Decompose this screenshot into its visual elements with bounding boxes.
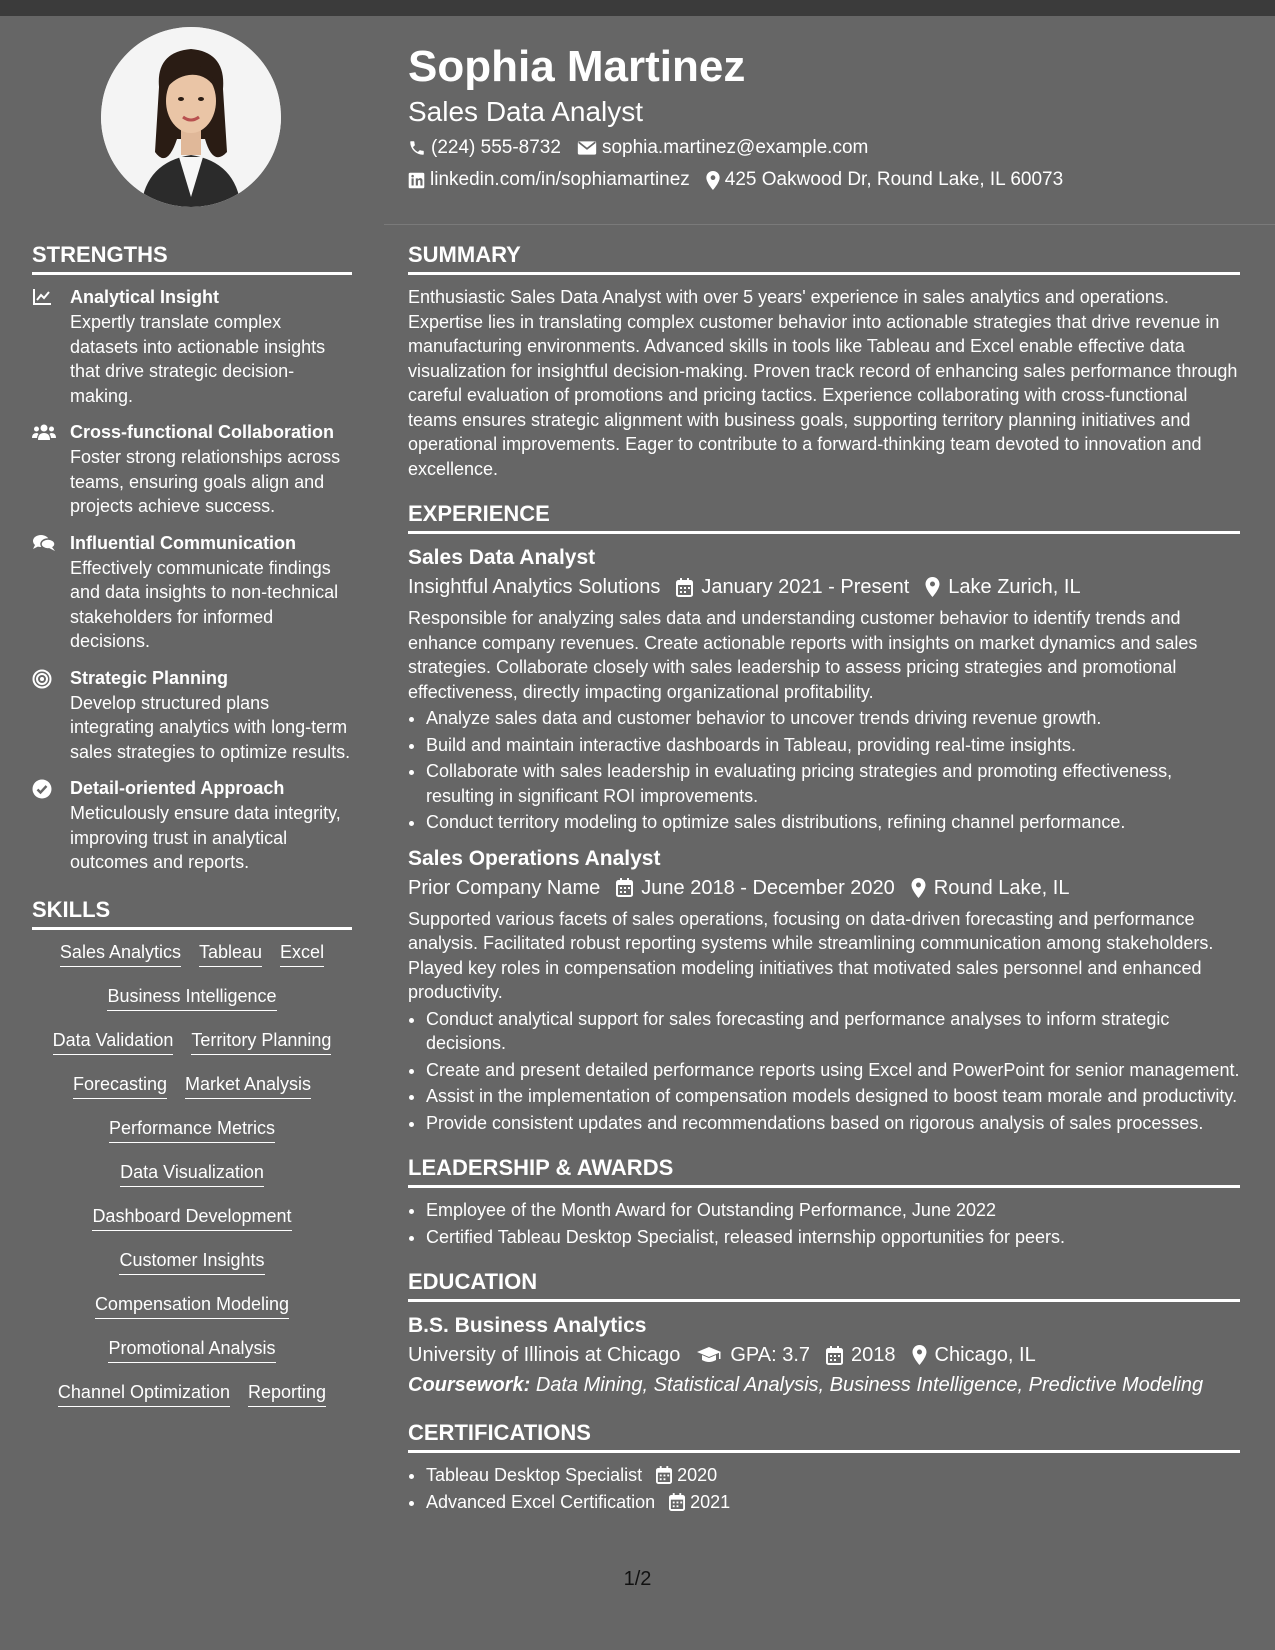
job-bullet: • Collaborate with sales leadership in evaluating pricing strategies and promoting effectiveness, resulting in significant ROI improvements. — [426, 759, 1240, 808]
leadership-heading: LEADERSHIP & AWARDS — [408, 1153, 1240, 1188]
award-item: • Certified Tableau Desktop Specialist, released internship opportunities for peers. — [426, 1225, 1240, 1250]
target-icon — [32, 669, 52, 689]
resume-header — [408, 40, 1248, 196]
job-bullet: • Create and present detailed performance reports using Excel and PowerPoint for senior management. — [426, 1058, 1240, 1083]
certifications-heading: CERTIFICATIONS — [408, 1418, 1240, 1453]
certification-name: • Advanced Excel Certification — [426, 1491, 656, 1512]
skill-tag: Performance Metrics — [109, 1116, 275, 1143]
certification-year: 2021 — [690, 1491, 731, 1512]
strength-item — [32, 420, 352, 519]
linkedin-icon — [408, 172, 425, 189]
certification-item — [426, 1463, 1240, 1488]
strength-title: Influential Communication — [70, 532, 297, 553]
award-item: • Employee of the Month Award for Outstanding Performance, June 2022 — [426, 1198, 1240, 1223]
calendar-icon — [826, 1346, 843, 1365]
job-bullet: • Provide consistent updates and recommendations based on rigorous analysis of sales processes. — [426, 1111, 1240, 1136]
email-text: sophia.martinez@example.com — [601, 137, 869, 158]
certification-name: • Tableau Desktop Specialist — [426, 1465, 643, 1485]
skill-tag: Compensation Modeling — [95, 1292, 289, 1319]
strength-item — [32, 531, 352, 654]
skill-tag: Territory Planning — [191, 1028, 331, 1055]
job-description: Responsible for analyzing sales data and understanding customer behavior to identify trends and enhance company revenues. Create actionable reports with insights on market dynamics and sales strategies. Collaborate closely with sales leadership to assess pricing strategies and promotional effectiveness, directly impacting organizational profitability. — [408, 608, 1198, 702]
address-text: 425 Oakwood Dr, Round Lake, IL 60073 — [724, 169, 1064, 190]
linkedin-text: linkedin.com/in/sophiamartinez — [430, 169, 690, 190]
school-location: Chicago, IL — [934, 1344, 1036, 1366]
school: University of Illinois at Chicago — [408, 1344, 681, 1366]
address-contact — [706, 164, 1063, 196]
coursework — [408, 1370, 1240, 1400]
job-bullet: • Conduct analytical support for sales forecasting and performance analyses to inform strategic decisions. — [426, 1007, 1240, 1056]
check-circle-icon — [32, 779, 52, 799]
header-divider — [384, 224, 1275, 225]
phone-text: (224) 555-8732 — [431, 137, 561, 158]
calendar-icon — [616, 878, 633, 897]
profile-photo — [101, 27, 281, 207]
page-number: 1/2 — [623, 1568, 652, 1590]
job-entry — [408, 845, 1240, 1136]
job-location: Lake Zurich, IL — [948, 576, 1081, 598]
skill-tag: Excel — [280, 940, 324, 967]
job-entry — [408, 544, 1240, 835]
skill-tag: Reporting — [248, 1380, 326, 1407]
right-column — [408, 240, 1240, 1516]
strength-title: Detail-oriented Approach — [70, 778, 285, 798]
candidate-name: Sophia Martinez — [408, 42, 746, 91]
skill-tag: Dashboard Development — [92, 1204, 291, 1231]
strength-title: Cross-functional Collaboration — [70, 422, 335, 442]
job-bullet: • Assist in the implementation of compensation models designed to boost team morale and productivity. — [426, 1084, 1240, 1109]
job-dates: June 2018 - December 2020 — [641, 876, 895, 899]
skill-tag: Promotional Analysis — [108, 1336, 275, 1363]
job-bullet: • Conduct territory modeling to optimize sales distributions, refining channel performance. — [426, 810, 1240, 835]
left-column — [32, 240, 352, 1424]
degree: B.S. Business Analytics — [408, 1314, 647, 1337]
calendar-icon — [656, 1466, 672, 1484]
certification-item — [426, 1490, 1240, 1515]
job-company: Prior Company Name — [408, 876, 601, 899]
skills-list — [32, 940, 352, 1424]
job-company: Insightful Analytics Solutions — [408, 576, 661, 598]
strength-desc: Foster strong relationships across teams, ensuring goals align and projects achieve success. — [70, 447, 341, 516]
strength-title: Strategic Planning — [70, 667, 229, 688]
summary-text: Enthusiastic Sales Data Analyst with over 5 years' experience in sales analytics and operations. Expertise lies in translating complex customer behavior into actionable strategies that drive revenue in manufacturing environments. Advanced skills in tools like Tableau and Excel enable effective data visualization for insightful decision-making. Proven track record of enhancing sales performance through careful evaluation of promotions and pricing tactics. Experience collaborating with cross-functional teams ensures strategic alignment with business goals, supporting territory planning initiatives and operational improvements. Eager to contribute to a forward-thinking team devoted to innovation and excellence. — [408, 287, 1238, 479]
users-icon — [32, 423, 56, 441]
strength-item — [32, 776, 352, 875]
comments-icon — [32, 534, 56, 552]
experience-heading: EXPERIENCE — [408, 499, 1240, 534]
graduation-cap-icon — [696, 1346, 722, 1364]
coursework-text: Data Mining, Statistical Analysis, Business Intelligence, Predictive Modeling — [535, 1374, 1204, 1396]
job-bullet: • Analyze sales data and customer behavior to uncover trends driving revenue growth. — [426, 706, 1240, 731]
job-location: Round Lake, IL — [933, 876, 1070, 899]
strengths-heading: STRENGTHS — [32, 240, 352, 275]
strength-desc: Develop structured plans integrating analytics with long-term sales strategies to optimize results. — [70, 692, 351, 762]
skill-tag: Channel Optimization — [58, 1380, 230, 1407]
strength-item — [32, 285, 352, 408]
strength-item — [32, 666, 352, 765]
job-dates: January 2021 - Present — [701, 576, 910, 598]
linkedin-contact[interactable] — [408, 164, 690, 196]
summary-heading: SUMMARY — [408, 240, 1240, 275]
phone-contact[interactable] — [408, 132, 561, 164]
email-contact[interactable] — [577, 132, 868, 164]
skill-tag: Market Analysis — [185, 1072, 311, 1099]
map-marker-icon — [925, 577, 940, 597]
graduation-year: 2018 — [851, 1344, 896, 1366]
candidate-title: Sales Data Analyst — [408, 96, 644, 127]
education-heading: EDUCATION — [408, 1267, 1240, 1302]
skill-tag: Forecasting — [73, 1072, 167, 1099]
skill-tag: Data Visualization — [120, 1160, 264, 1187]
map-marker-icon — [706, 171, 720, 190]
map-marker-icon — [911, 878, 926, 898]
skill-tag: Data Validation — [53, 1028, 174, 1055]
skills-heading: SKILLS — [32, 895, 352, 930]
job-description: Supported various facets of sales operations, focusing on data-driven forecasting and performance analysis. Facilitated robust reporting systems while streamlining communication among stakeholders. Played key roles in compensation modeling initiatives that motivated sales personnel and enhanced productivity. — [408, 908, 1214, 1002]
job-title: Sales Operations Analyst — [408, 846, 661, 870]
calendar-icon — [676, 578, 693, 597]
coursework-label: Coursework: — [408, 1374, 531, 1396]
strength-desc: Effectively communicate findings and data insights to non-technical stakeholders for informed decisions. — [70, 557, 339, 651]
job-title: Sales Data Analyst — [408, 546, 596, 569]
job-bullet: • Build and maintain interactive dashboards in Tableau, providing real-time insights. — [426, 733, 1240, 758]
envelope-icon — [577, 140, 597, 156]
strength-title: Analytical Insight — [70, 287, 220, 307]
top-bar — [0, 0, 1275, 16]
gpa: GPA: 3.7 — [730, 1344, 811, 1366]
strength-desc: Expertly translate complex datasets into actionable insights that drive strategic decision-making. — [70, 312, 326, 406]
map-marker-icon — [912, 1345, 927, 1365]
certification-year: 2020 — [677, 1465, 718, 1485]
skill-tag: Customer Insights — [119, 1248, 264, 1275]
strength-desc: Meticulously ensure data integrity, improving trust in analytical outcomes and reports. — [70, 803, 341, 872]
skill-tag: Sales Analytics — [60, 940, 181, 967]
skill-tag: Tableau — [199, 940, 262, 967]
chart-line-icon — [32, 288, 52, 306]
phone-icon — [408, 139, 426, 157]
skill-tag: Business Intelligence — [107, 984, 276, 1011]
calendar-icon — [669, 1493, 685, 1511]
